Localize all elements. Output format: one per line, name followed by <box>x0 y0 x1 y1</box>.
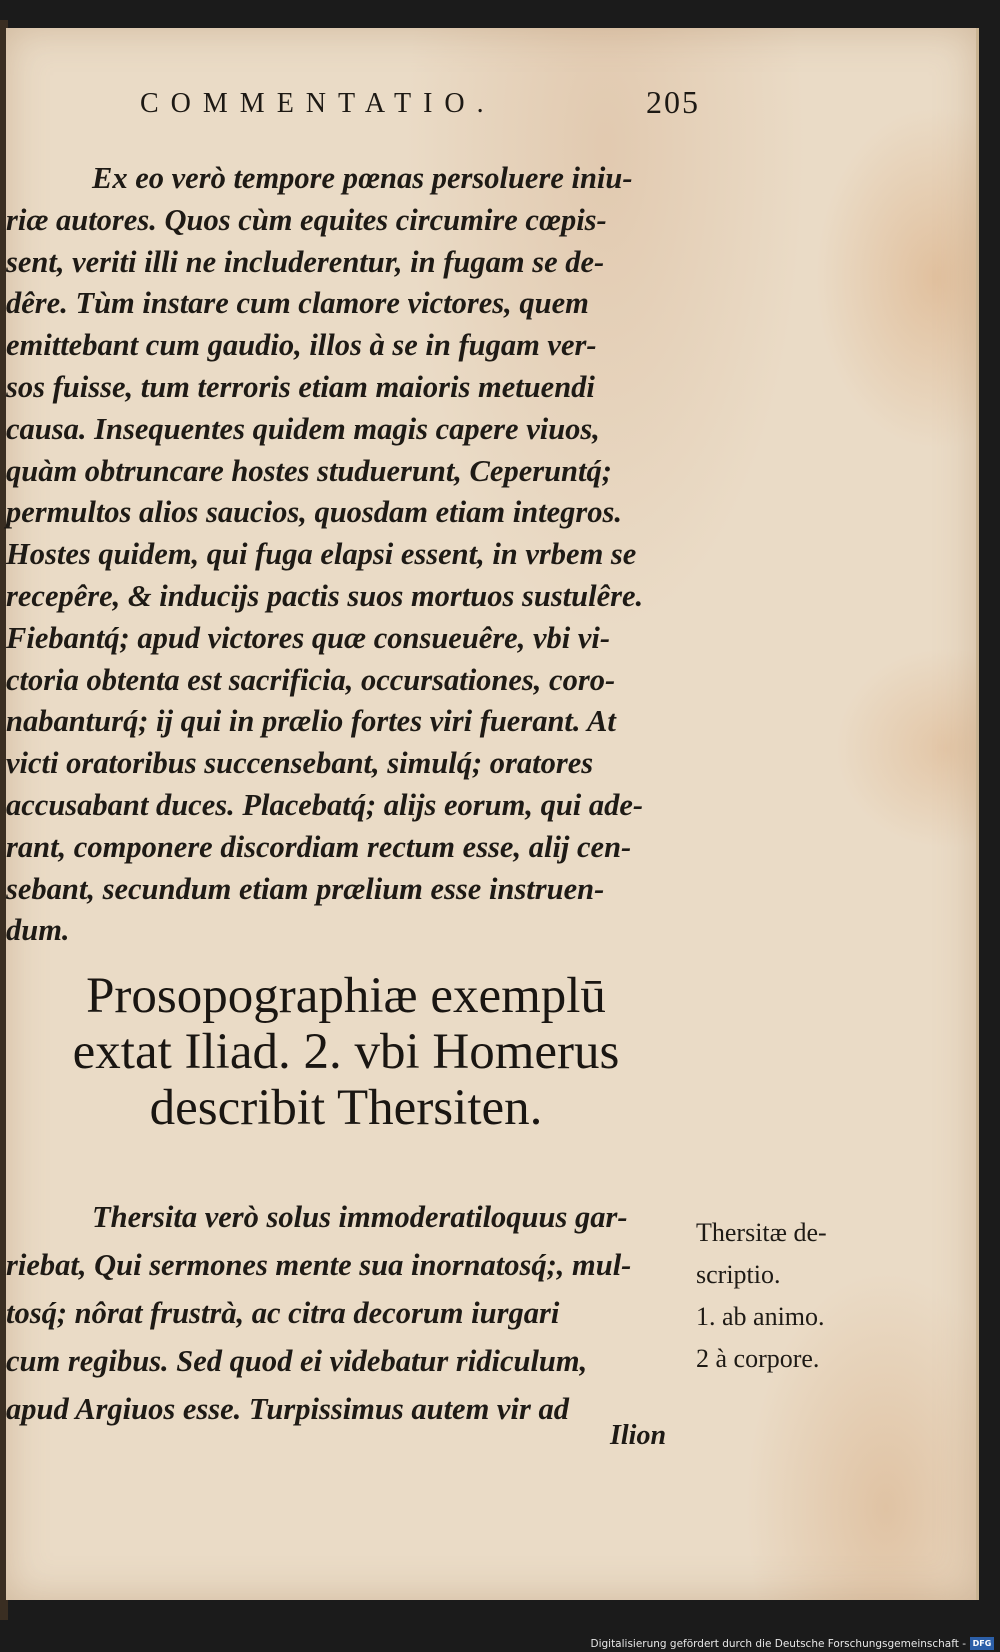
second-text-block <box>6 1193 686 1433</box>
margin-note: 1. ab animo. <box>696 1302 825 1331</box>
text-line: sos fuisse, tum terroris etiam maioris metuendi <box>6 369 595 404</box>
text-line: apud Argiuos esse. Turpissimus autem vir ad <box>6 1392 569 1426</box>
margin-note: Thersitæ de- <box>696 1218 827 1247</box>
text-line: victi oratoribus succensebant, simulq́; oratores <box>6 746 594 781</box>
text-line: Thersita verò solus immoderatiloquus gar- <box>92 1200 628 1234</box>
text-line: accusabant duces. Placebatq́; alijs eorum, qui ade- <box>6 787 644 822</box>
text-line: tosq́; nôrat frustrà, ac citra decorum iurgari <box>6 1296 560 1330</box>
digitization-credit: Digitalisierung gefördert durch die Deutsche Forschungsgemeinschaft - <box>590 1638 966 1650</box>
text-line: rant, componere discordiam rectum esse, alij cen- <box>6 829 632 864</box>
catchword: Ilion <box>610 1420 667 1451</box>
margin-notes <box>696 1212 886 1380</box>
text-line: quàm obtruncare hostes studuerunt, Ceperuntq́; <box>6 453 612 488</box>
heading-line: describit Thersiten. <box>149 1080 543 1136</box>
heading-line: extat Iliad. 2. vbi Homerus <box>72 1024 620 1080</box>
text-line: sent, veriti illi ne includerentur, in fugam se de- <box>6 244 605 279</box>
text-line: Fiebantq́; apud victores quæ consueuêre, vbi vi- <box>6 620 611 655</box>
page-header <box>140 84 700 138</box>
text-line: ctoria obtenta est sacrificia, occursationes, coro- <box>6 662 616 697</box>
margin-note: 2 à corpore. <box>696 1344 820 1373</box>
text-line: sebant, secundum etiam prælium esse instruen- <box>6 871 605 906</box>
text-line: emittebant cum gaudio, illos à se in fugam ver- <box>6 328 597 363</box>
text-line: cum regibus. Sed quod ei videbatur ridiculum, <box>6 1344 588 1378</box>
text-line: Hostes quidem, qui fuga elapsi essent, in vrbem se <box>6 537 637 572</box>
text-line: riebat, Qui sermones mente sua inornatosq́;, mul- <box>6 1248 632 1282</box>
text-line: recepêre, & inducijs pactis suos mortuos sustulêre. <box>6 578 644 613</box>
main-text-block <box>6 158 696 952</box>
text-line: Ex eo verò tempore pœnas persoluere iniu- <box>92 161 633 195</box>
dfg-logo: DFG <box>970 1637 994 1650</box>
text-line: dum. <box>6 913 70 948</box>
text-line: riæ autores. Quos cùm equites circumire cœpis- <box>6 202 607 237</box>
text-line: nabanturq́; ij qui in prælio fortes viri fuerant. At <box>6 704 616 739</box>
text-line: causa. Insequentes quidem magis capere viuos, <box>6 411 600 446</box>
heading-line: Prosopographiæ exemplū <box>86 968 606 1024</box>
running-head: COMMENTATIO. <box>140 88 496 119</box>
text-line: permultos alios saucios, quosdam etiam integros. <box>6 495 623 530</box>
section-heading <box>6 968 686 1136</box>
page-number: 205 <box>646 84 700 120</box>
margin-note: scriptio. <box>696 1260 781 1289</box>
text-line: dêre. Tùm instare cum clamore victores, quem <box>6 286 589 321</box>
